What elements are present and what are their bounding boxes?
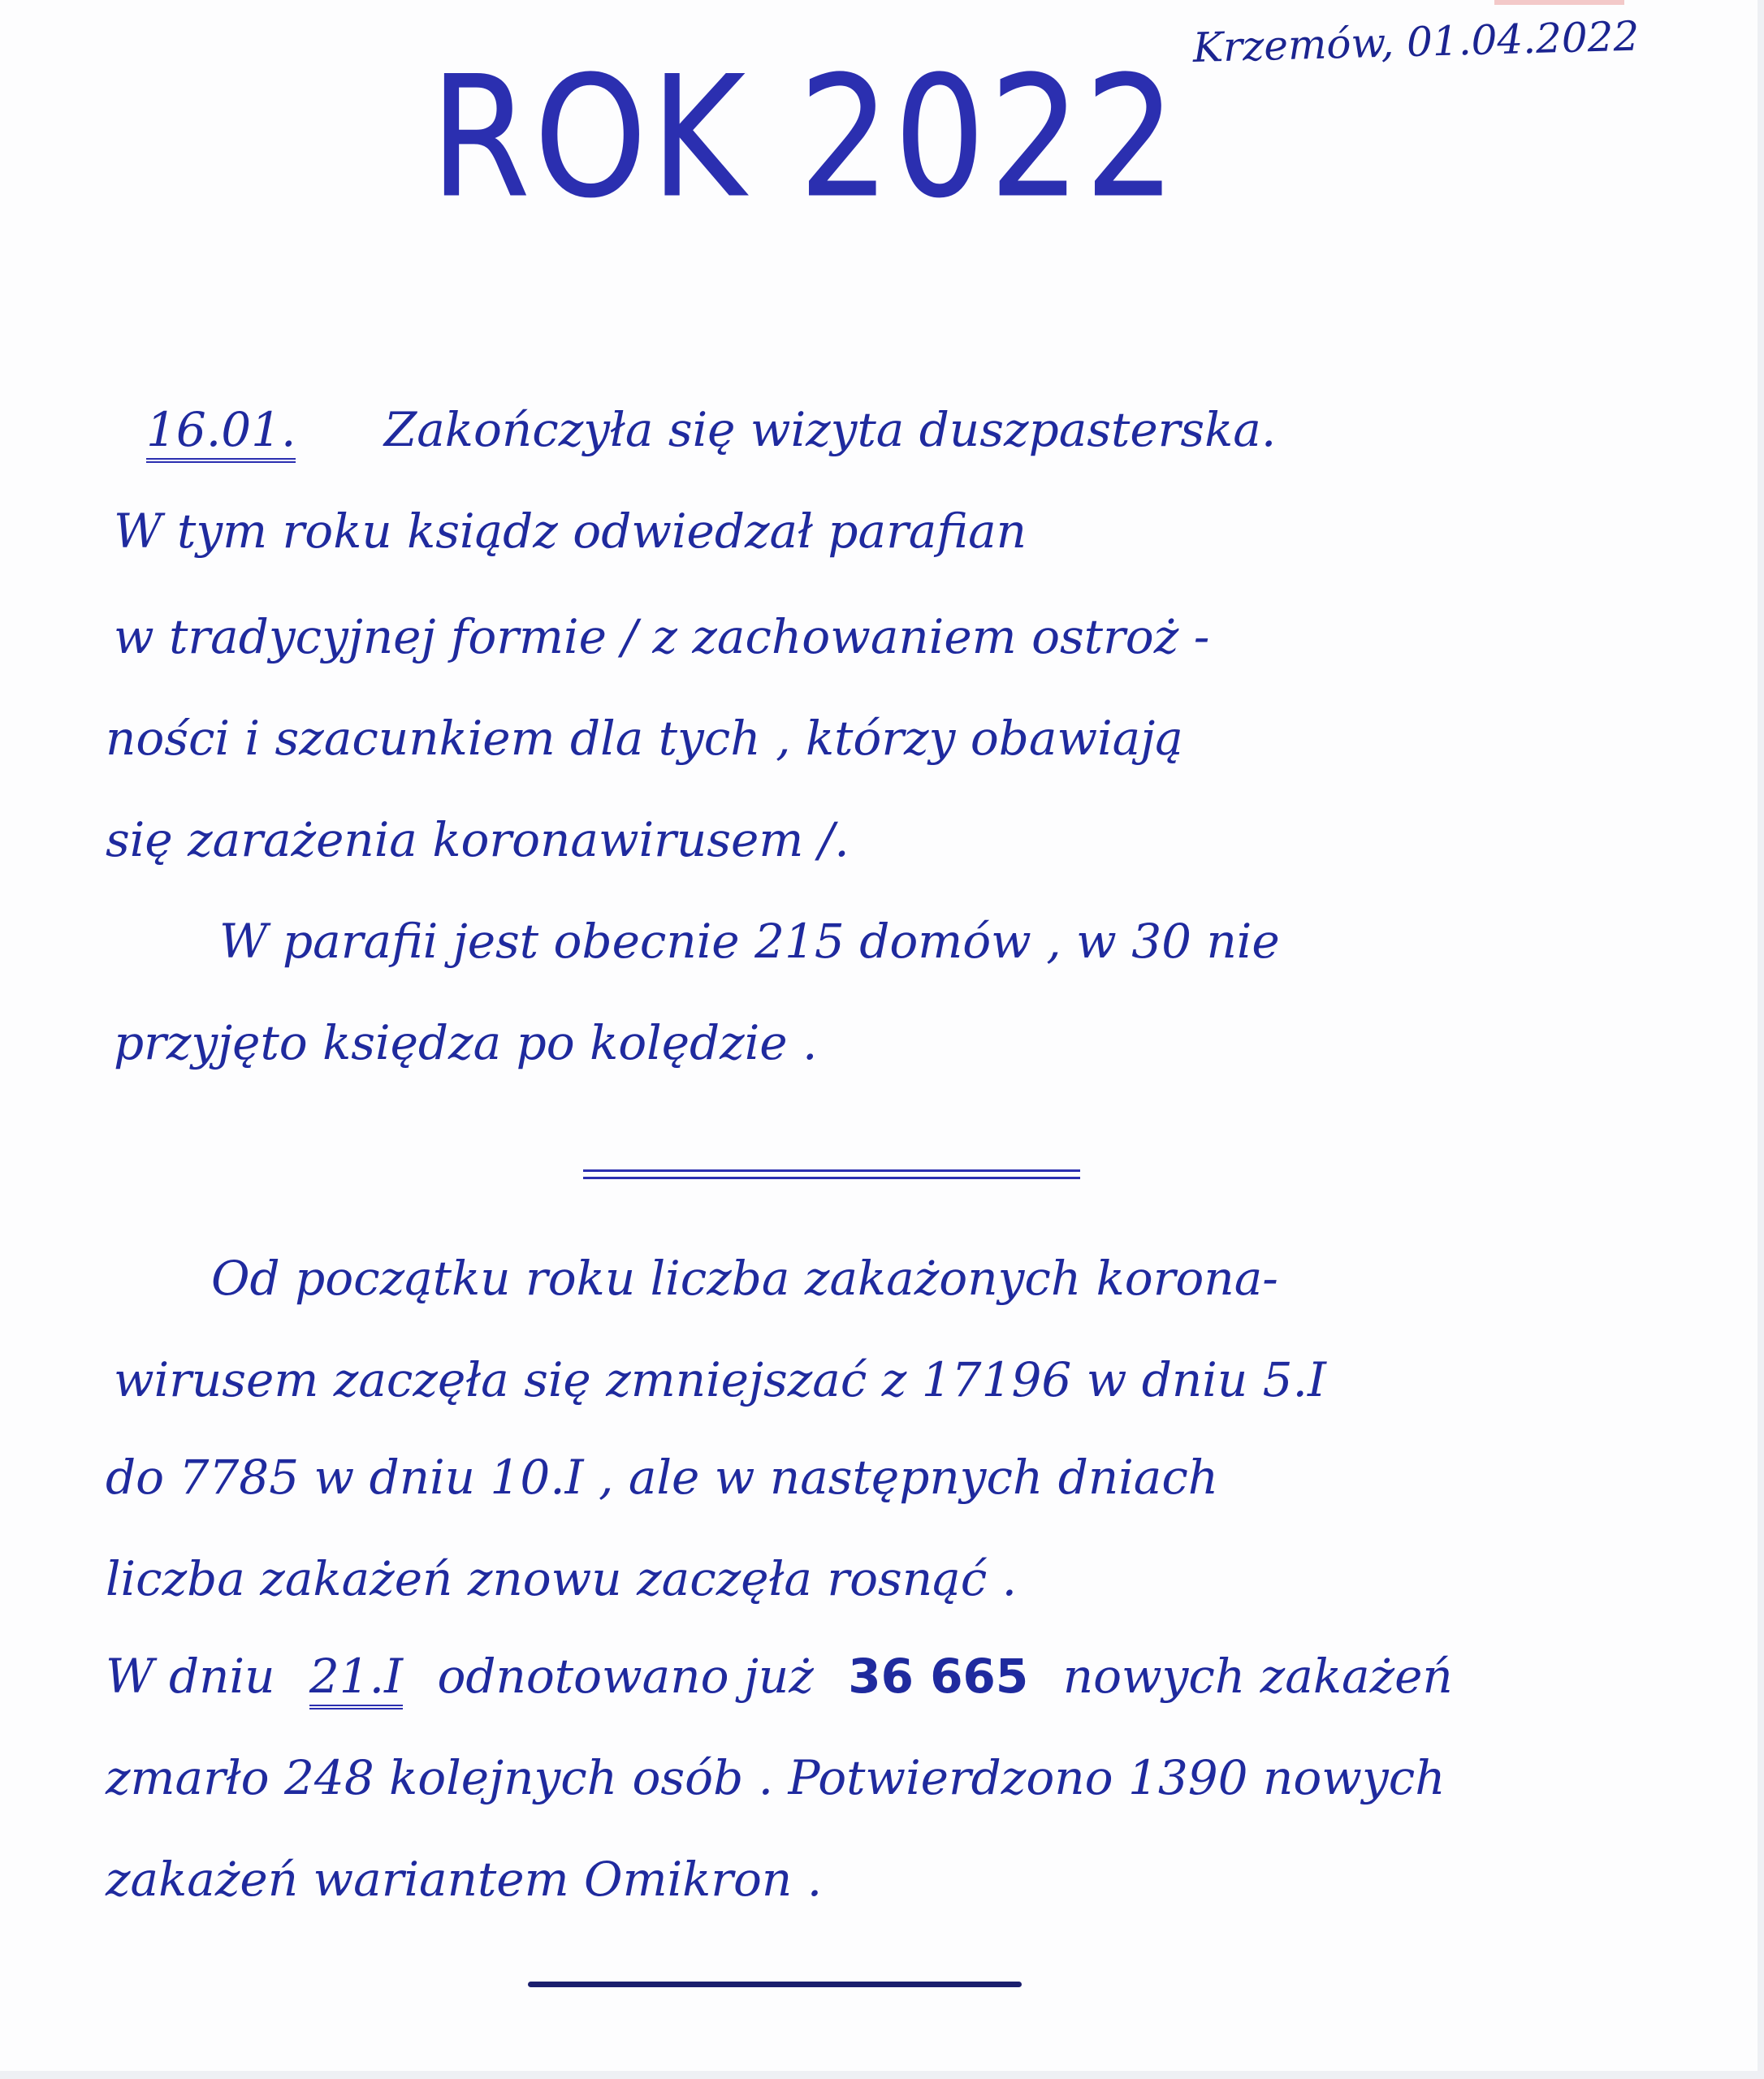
entry2-line4: liczba zakażeń znowu zaczęła rosnąć .	[106, 1551, 1018, 1606]
entry2-line5-prefix: W dniu	[106, 1649, 275, 1704]
entry2-line2: wirusem zaczęła się zmniejszać z 17196 w dniu 5.I	[114, 1352, 1326, 1407]
place-and-date: Krzemów, 01.04.2022	[1192, 12, 1640, 71]
entry1-line7: przyjęto księdza po kolędzie .	[114, 1015, 818, 1070]
entry2-line5-mid: odnotowano już	[437, 1649, 814, 1704]
entry1-line2: W tym roku ksiądz odwiedzał parafian	[114, 504, 1027, 559]
paper-edge-right	[1758, 0, 1764, 2079]
entry1-text-line1: Zakończyła się wizyta duszpasterska.	[383, 402, 1277, 457]
entry2-line5-count: 36 665	[848, 1649, 1029, 1704]
entry1-line5: się zarażenia koronawirusem /.	[106, 812, 850, 867]
page-title: ROK 2022	[430, 41, 1180, 235]
entry1-date: 16.01.	[146, 406, 296, 463]
entry1-line6: W parafii jest obecnie 215 domów , w 30 nie	[219, 914, 1280, 969]
paper-edge-mark	[1494, 0, 1624, 5]
entry2-line5-suffix: nowych zakażeń	[1062, 1649, 1453, 1704]
entry2-line5-date: 21.I	[309, 1653, 403, 1709]
section-divider	[583, 1169, 1080, 1179]
entry2-line6: zmarło 248 kolejnych osób . Potwierdzono 1390 nowych	[106, 1750, 1446, 1805]
entry1-line1	[146, 402, 1277, 463]
entry1-line3: w tradycyjnej formie / z zachowaniem ostroż -	[114, 609, 1210, 664]
entry1-line4: ności i szacunkiem dla tych , którzy obawiają	[106, 711, 1183, 766]
entry2-line5	[106, 1649, 1453, 1709]
paper-edge-bottom	[0, 2071, 1764, 2079]
entry2-line1: Od początku roku liczba zakażonych korona-	[211, 1251, 1278, 1306]
entry2-line7: zakażeń wariantem Omikron .	[106, 1852, 823, 1907]
entry2-line3: do 7785 w dniu 10.I , ale w następnych dniach	[106, 1450, 1219, 1505]
closing-divider	[528, 1982, 1022, 1987]
